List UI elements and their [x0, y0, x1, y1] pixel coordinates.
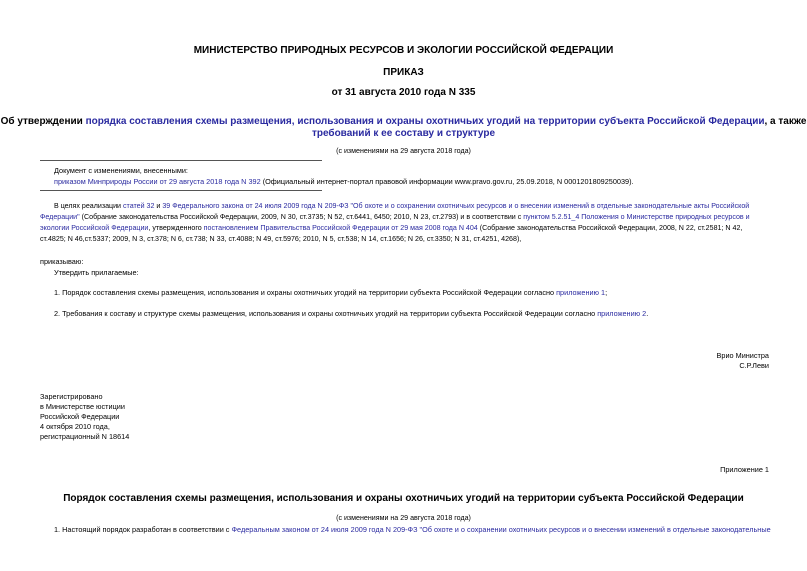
- title-amended-note: (с изменениями на 29 августа 2018 года): [336, 147, 471, 155]
- divider-bottom: [40, 190, 322, 191]
- preamble-text: В целях реализации: [54, 202, 123, 210]
- document-title: [0, 116, 807, 140]
- title-prefix: Об утверждении: [0, 116, 86, 127]
- appendix-2-link[interactable]: приложению 2: [597, 309, 647, 318]
- preamble-line-4: ст.4825; N 46,ст.5337; 2009, N 3, ст.378; N 6, ст.738; N 33, ст.4088; N 49, ст.5976; 2010, N 5, ст.538; N 14, ст.1656; N 26, ст.3350; N 31, ст.4251, 4268),: [40, 235, 522, 243]
- registration-line-4: 4 октября 2010 года,: [40, 422, 110, 431]
- title-link-requirements[interactable]: требований к ее составу и структуре: [311, 128, 496, 139]
- item-end: .: [646, 309, 649, 318]
- government-decree-link[interactable]: постановлением Правительства Российской Федерации от 29 мая 2008 года N 404: [203, 224, 478, 232]
- paragraph-text: 1. Настоящий порядок разработан в соответствии с: [54, 525, 232, 534]
- law-article-39-link-cont[interactable]: Федерации": [40, 213, 80, 221]
- appendix-amended-note: (с изменениями на 29 августа 2018 года): [336, 514, 471, 522]
- preamble-line-3: [40, 224, 742, 232]
- divider-top: [40, 160, 322, 161]
- appendix-1-link[interactable]: приложению 1: [556, 288, 606, 297]
- signature-position: Врио Министра: [716, 351, 769, 360]
- preamble-text: , утвержденного: [148, 224, 204, 232]
- ministry-heading: МИНИСТЕРСТВО ПРИРОДНЫХ РЕСУРСОВ И ЭКОЛОГИИ РОССИЙСКОЙ ФЕДЕРАЦИИ: [193, 45, 614, 56]
- federal-law-link[interactable]: Федеральным законом от 24 июля 2009 года N 209-ФЗ "Об охоте и о сохранении охотничьих ресурсов и о внесении изменений в отдельные законодательные: [231, 525, 771, 534]
- preamble-text: (Собрание законодательства Российской Федерации, 2009, N 30, ст.3735; N 52, ст.6441, 6450; 2010, N 23, ст.2793) и в соответствии с: [79, 213, 524, 221]
- changes-line: [54, 177, 634, 186]
- date-number-heading: от 31 августа 2010 года N 335: [331, 87, 476, 98]
- registration-line-2: в Министерстве юстиции: [40, 402, 125, 411]
- doc-type-heading: ПРИКАЗ: [383, 67, 424, 78]
- law-article-39-link[interactable]: 39 Федерального закона от 24 июля 2009 года N 209-ФЗ "Об охоте и о сохранении охотничьих ресурсов и о внесении изменений в отдельные законодательные акты Российской: [162, 202, 750, 210]
- regulation-point-link-cont[interactable]: экологии Российской Федерации: [40, 224, 149, 232]
- preamble-line-2: [40, 213, 750, 221]
- appendix-title: Порядок составления схемы размещения, использования и охраны охотничьих угодий на территории субъекта Российской Федерации: [63, 493, 744, 504]
- item-text: 2. Требования к составу и структуре схемы размещения, использования и охраны охотничьих угодий на территории субъекта Российской Федерации согласно: [54, 309, 598, 318]
- title-middle: , а также: [764, 116, 807, 127]
- registration-line-1: Зарегистрировано: [40, 392, 103, 401]
- registration-line-3: Российской Федерации: [40, 412, 120, 421]
- registration-line-5: регистрационный N 18614: [40, 432, 130, 441]
- regulation-point-link[interactable]: пунктом 5.2.51_4 Положения о Министерстве природных ресурсов и: [523, 213, 750, 221]
- order-item-1: [54, 288, 607, 297]
- signature-name: С.Р.Леви: [739, 361, 769, 370]
- orders-word: приказываю:: [40, 257, 84, 266]
- preamble-line-1: [54, 202, 749, 210]
- changes-order-link[interactable]: приказом Минприроды России от 29 августа 2018 года N 392: [54, 177, 261, 186]
- changes-rest: (Официальный интернет-портал правовой информации www.pravo.gov.ru, 25.09.2018, N 0001201809250039).: [260, 177, 634, 186]
- appendix-label: Приложение 1: [720, 465, 769, 474]
- item-end: ;: [605, 288, 608, 297]
- order-item-2: [54, 309, 648, 318]
- approve-line: Утвердить прилагаемые:: [54, 268, 139, 277]
- law-article-32-link[interactable]: статей 32: [123, 202, 155, 210]
- item-text: 1. Порядок составления схемы размещения, использования и охраны охотничьих угодий на территории субъекта Российской Федерации согласно: [54, 288, 557, 297]
- title-link-procedure[interactable]: порядка составления схемы размещения, использования и охраны охотничьих угодий на территории субъекта Российской Федерации: [85, 116, 765, 127]
- changes-label: Документ с изменениями, внесенными:: [54, 166, 188, 175]
- appendix-paragraph-1: [54, 525, 771, 534]
- preamble-text: (Собрание законодательства Российской Федерации, 2008, N 22, ст.2581; N 42,: [477, 224, 743, 232]
- preamble-text: и: [154, 202, 163, 210]
